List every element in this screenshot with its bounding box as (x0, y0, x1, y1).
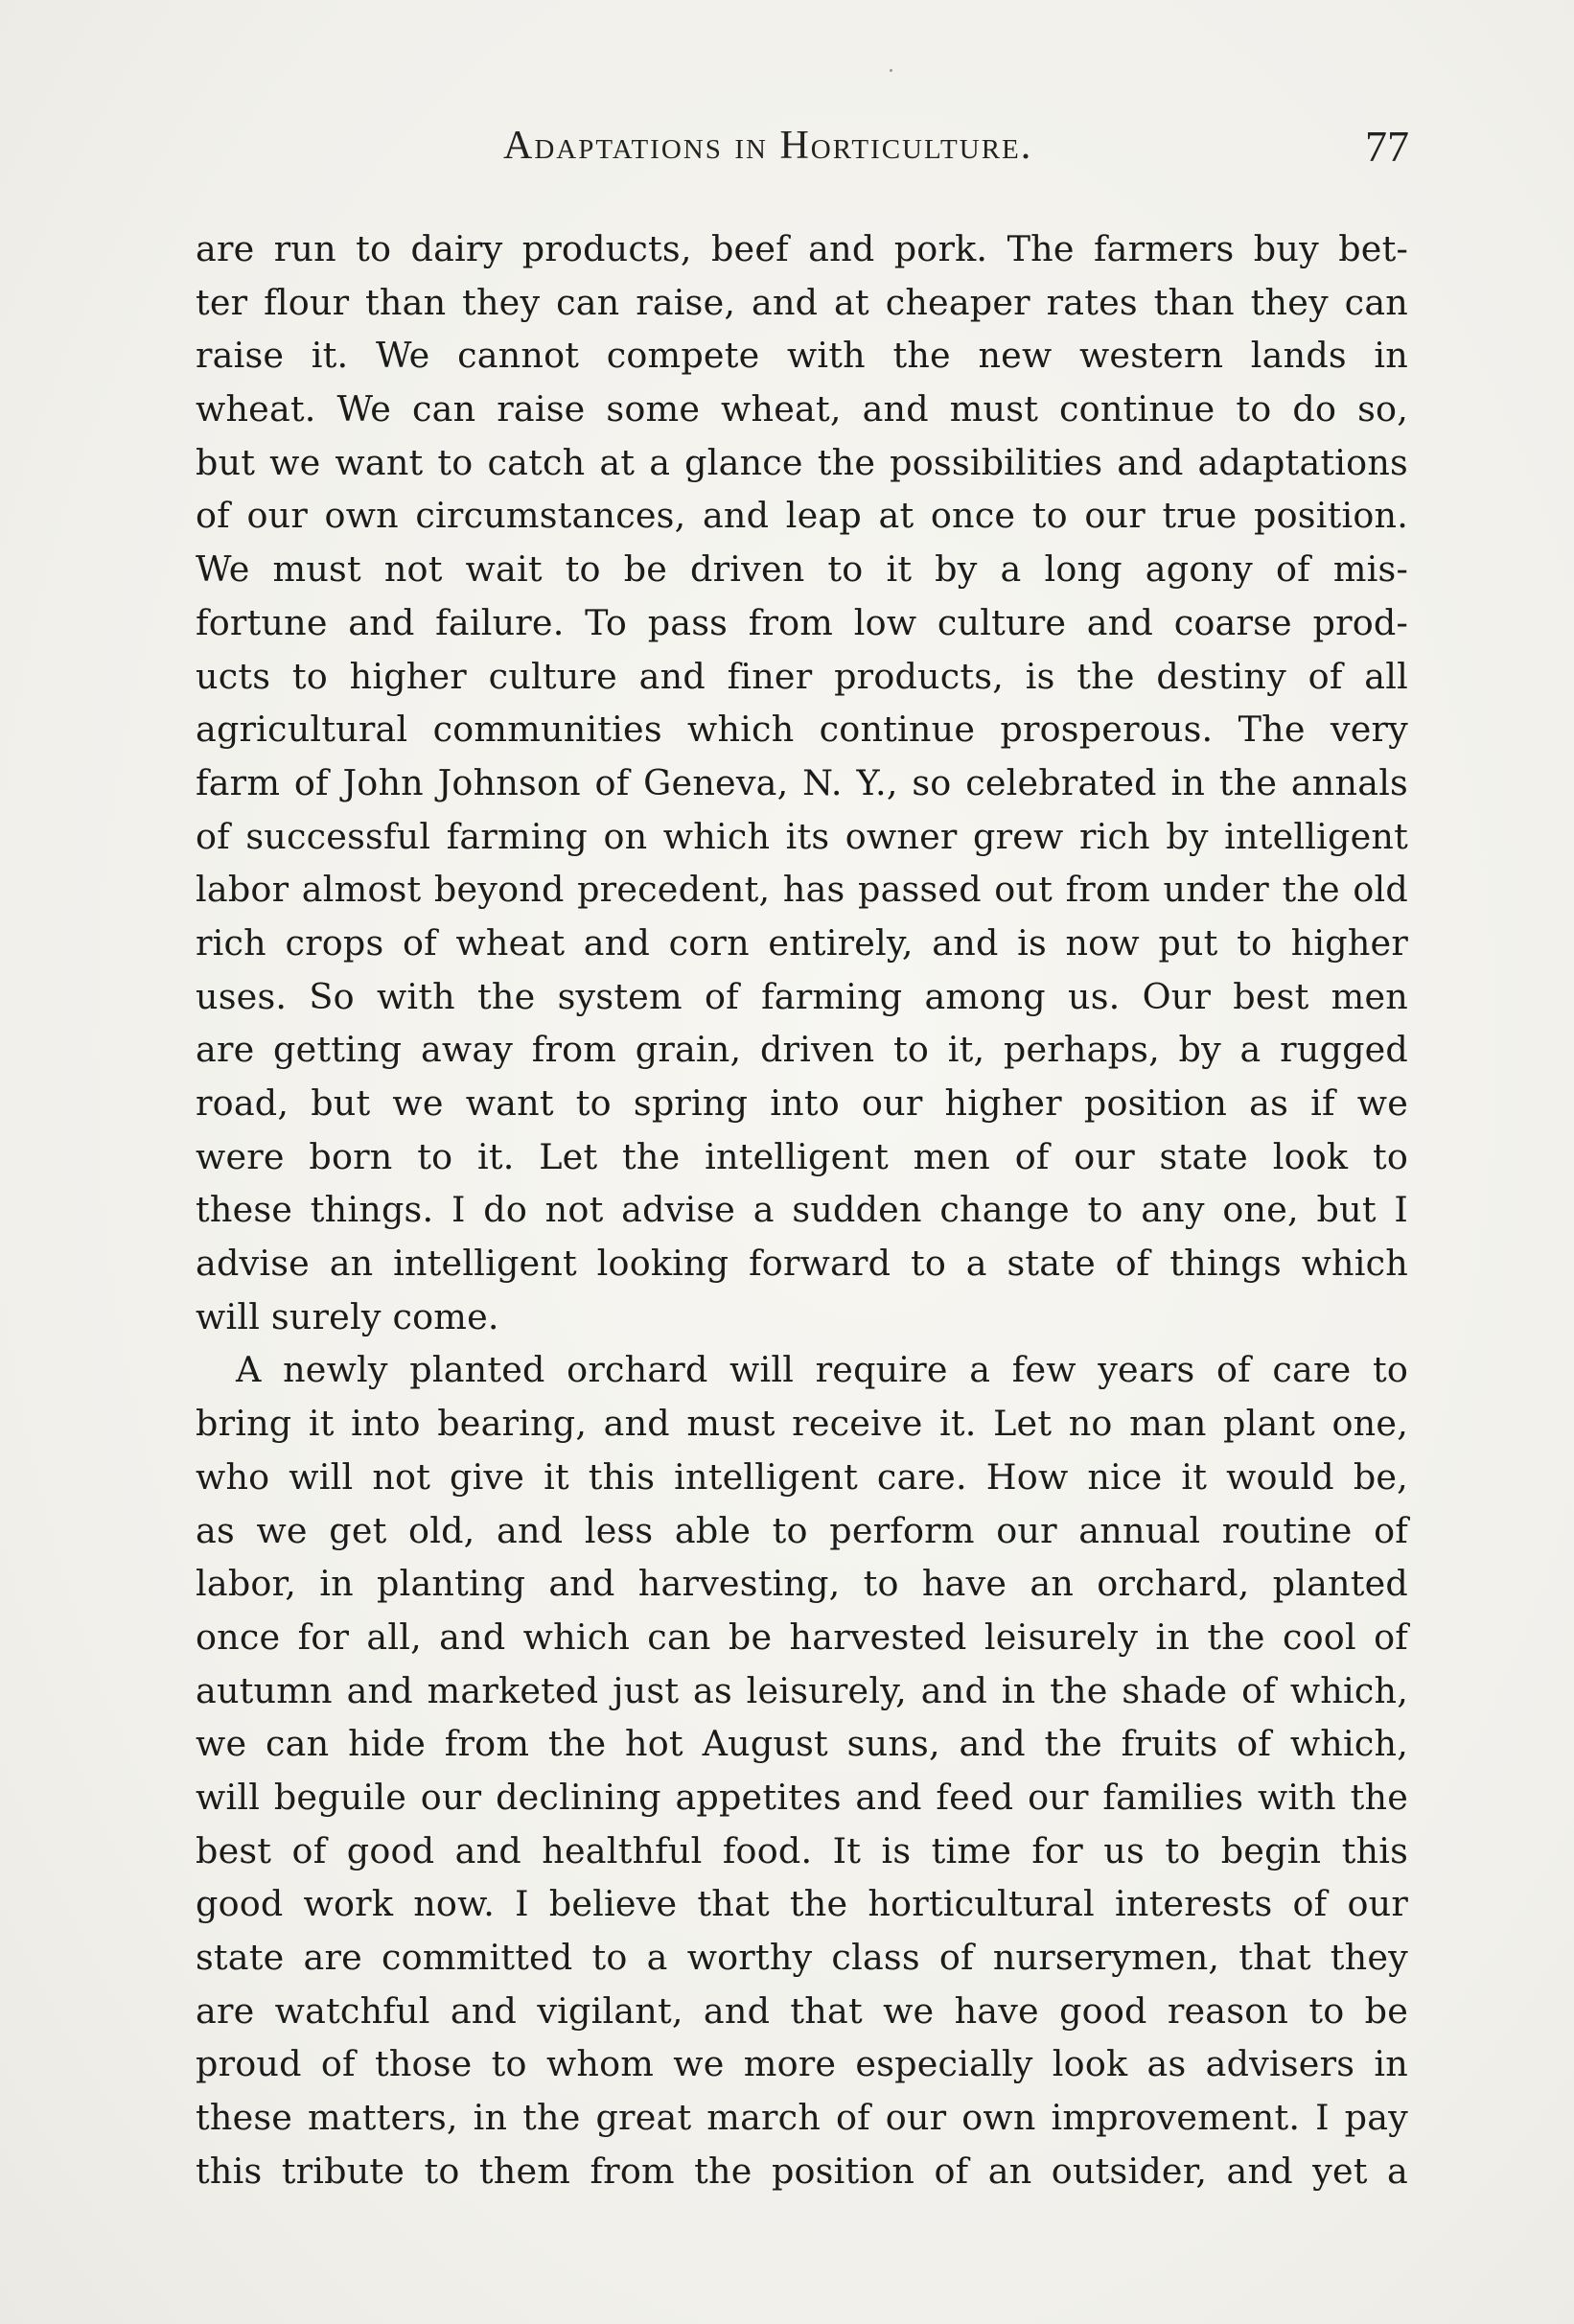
text-line: fortune and failure. To pass from low culture and coarse prod- (196, 601, 1408, 643)
text-line: as we get old, and less able to perform our annual routine of (196, 1509, 1408, 1551)
text-line: advise an intelligent looking forward to a state of things which (196, 1243, 1408, 1285)
text-line: this tribute to them from the position of an outsider, and yet a (196, 2150, 1408, 2192)
text-line: bring it into bearing, and must receive it. Let no man plant one, (196, 1403, 1408, 1445)
paper-speck (890, 69, 892, 72)
text-line: rich crops of wheat and corn entirely, and is now put to higher (196, 921, 1408, 964)
text-line: are watchful and vigilant, and that we have good reason to be (196, 1989, 1408, 2032)
text-line: proud of those to whom we more especially look as advisers in (196, 2043, 1408, 2085)
text-line: road, but we want to spring into our higher position as if we (196, 1082, 1408, 1124)
text-line: were born to it. Let the intelligent men of our state look to (196, 1135, 1408, 1177)
text-line: of successful farming on which its owner grew rich by intelligent (196, 815, 1408, 857)
text-line: once for all, and which can be harvested leisurely in the cool of (196, 1615, 1408, 1658)
text-line: who will not give it this intelligent care. How nice it would be, (196, 1455, 1408, 1498)
body-text (196, 222, 1408, 2197)
text-line: good work now. I believe that the horticultural interests of our (196, 1883, 1408, 1925)
text-line: these things. I do not advise a sudden change to any one, but I (196, 1189, 1408, 1231)
text-line: A newly planted orchard will require a few years of care to (236, 1349, 1408, 1391)
paragraph-2 (196, 1343, 1408, 2197)
text-line: best of good and healthful food. It is time for us to begin this (196, 1829, 1408, 1871)
text-line: state are committed to a worthy class of nurserymen, that they (196, 1937, 1408, 1978)
text-line: labor, in planting and harvesting, to have an orchard, planted (196, 1563, 1408, 1605)
text-line: will surely come. (196, 1295, 499, 1337)
text-line: ucts to higher culture and finer products, is the destiny of all (196, 655, 1408, 697)
text-line: of our own circumstances, and leap at once to our true position. (196, 495, 1408, 537)
page-number: 77 (1365, 122, 1409, 171)
text-line: these matters, in the great march of our own improvement. I pay (196, 2097, 1408, 2139)
text-line: farm of John Johnson of Geneva, N. Y., so celebrated in the annals (196, 761, 1408, 803)
text-line: ter flour than they can raise, and at cheaper rates than they can (196, 281, 1408, 323)
text-line: wheat. We can raise some wheat, and must continue to do so, (196, 388, 1408, 430)
text-line: autumn and marketed just as leisurely, and in the shade of which, (196, 1669, 1408, 1711)
page-header (197, 123, 1409, 180)
text-line: we can hide from the hot August suns, and the fruits of which, (196, 1723, 1408, 1765)
text-line: labor almost beyond precedent, has passed out from under the old (196, 869, 1408, 911)
text-line: raise it. We cannot compete with the new western lands in (196, 335, 1408, 377)
text-line: uses. So with the system of farming among us. Our best men (196, 975, 1408, 1017)
text-line: will beguile our declining appetites and feed our families with the (196, 1776, 1408, 1818)
text-line: are run to dairy products, beef and pork. The farmers buy bet- (196, 228, 1408, 269)
text-line: We must not wait to be driven to it by a long agony of mis- (196, 548, 1408, 591)
running-head: Adaptations in Horticulture. (503, 124, 1033, 168)
text-line: but we want to catch at a glance the possibilities and adaptations (196, 441, 1408, 483)
paragraph-1 (196, 222, 1408, 1343)
text-line: agricultural communities which continue prosperous. The very (196, 709, 1408, 751)
text-line: are getting away from grain, driven to it, perhaps, by a rugged (196, 1029, 1408, 1071)
